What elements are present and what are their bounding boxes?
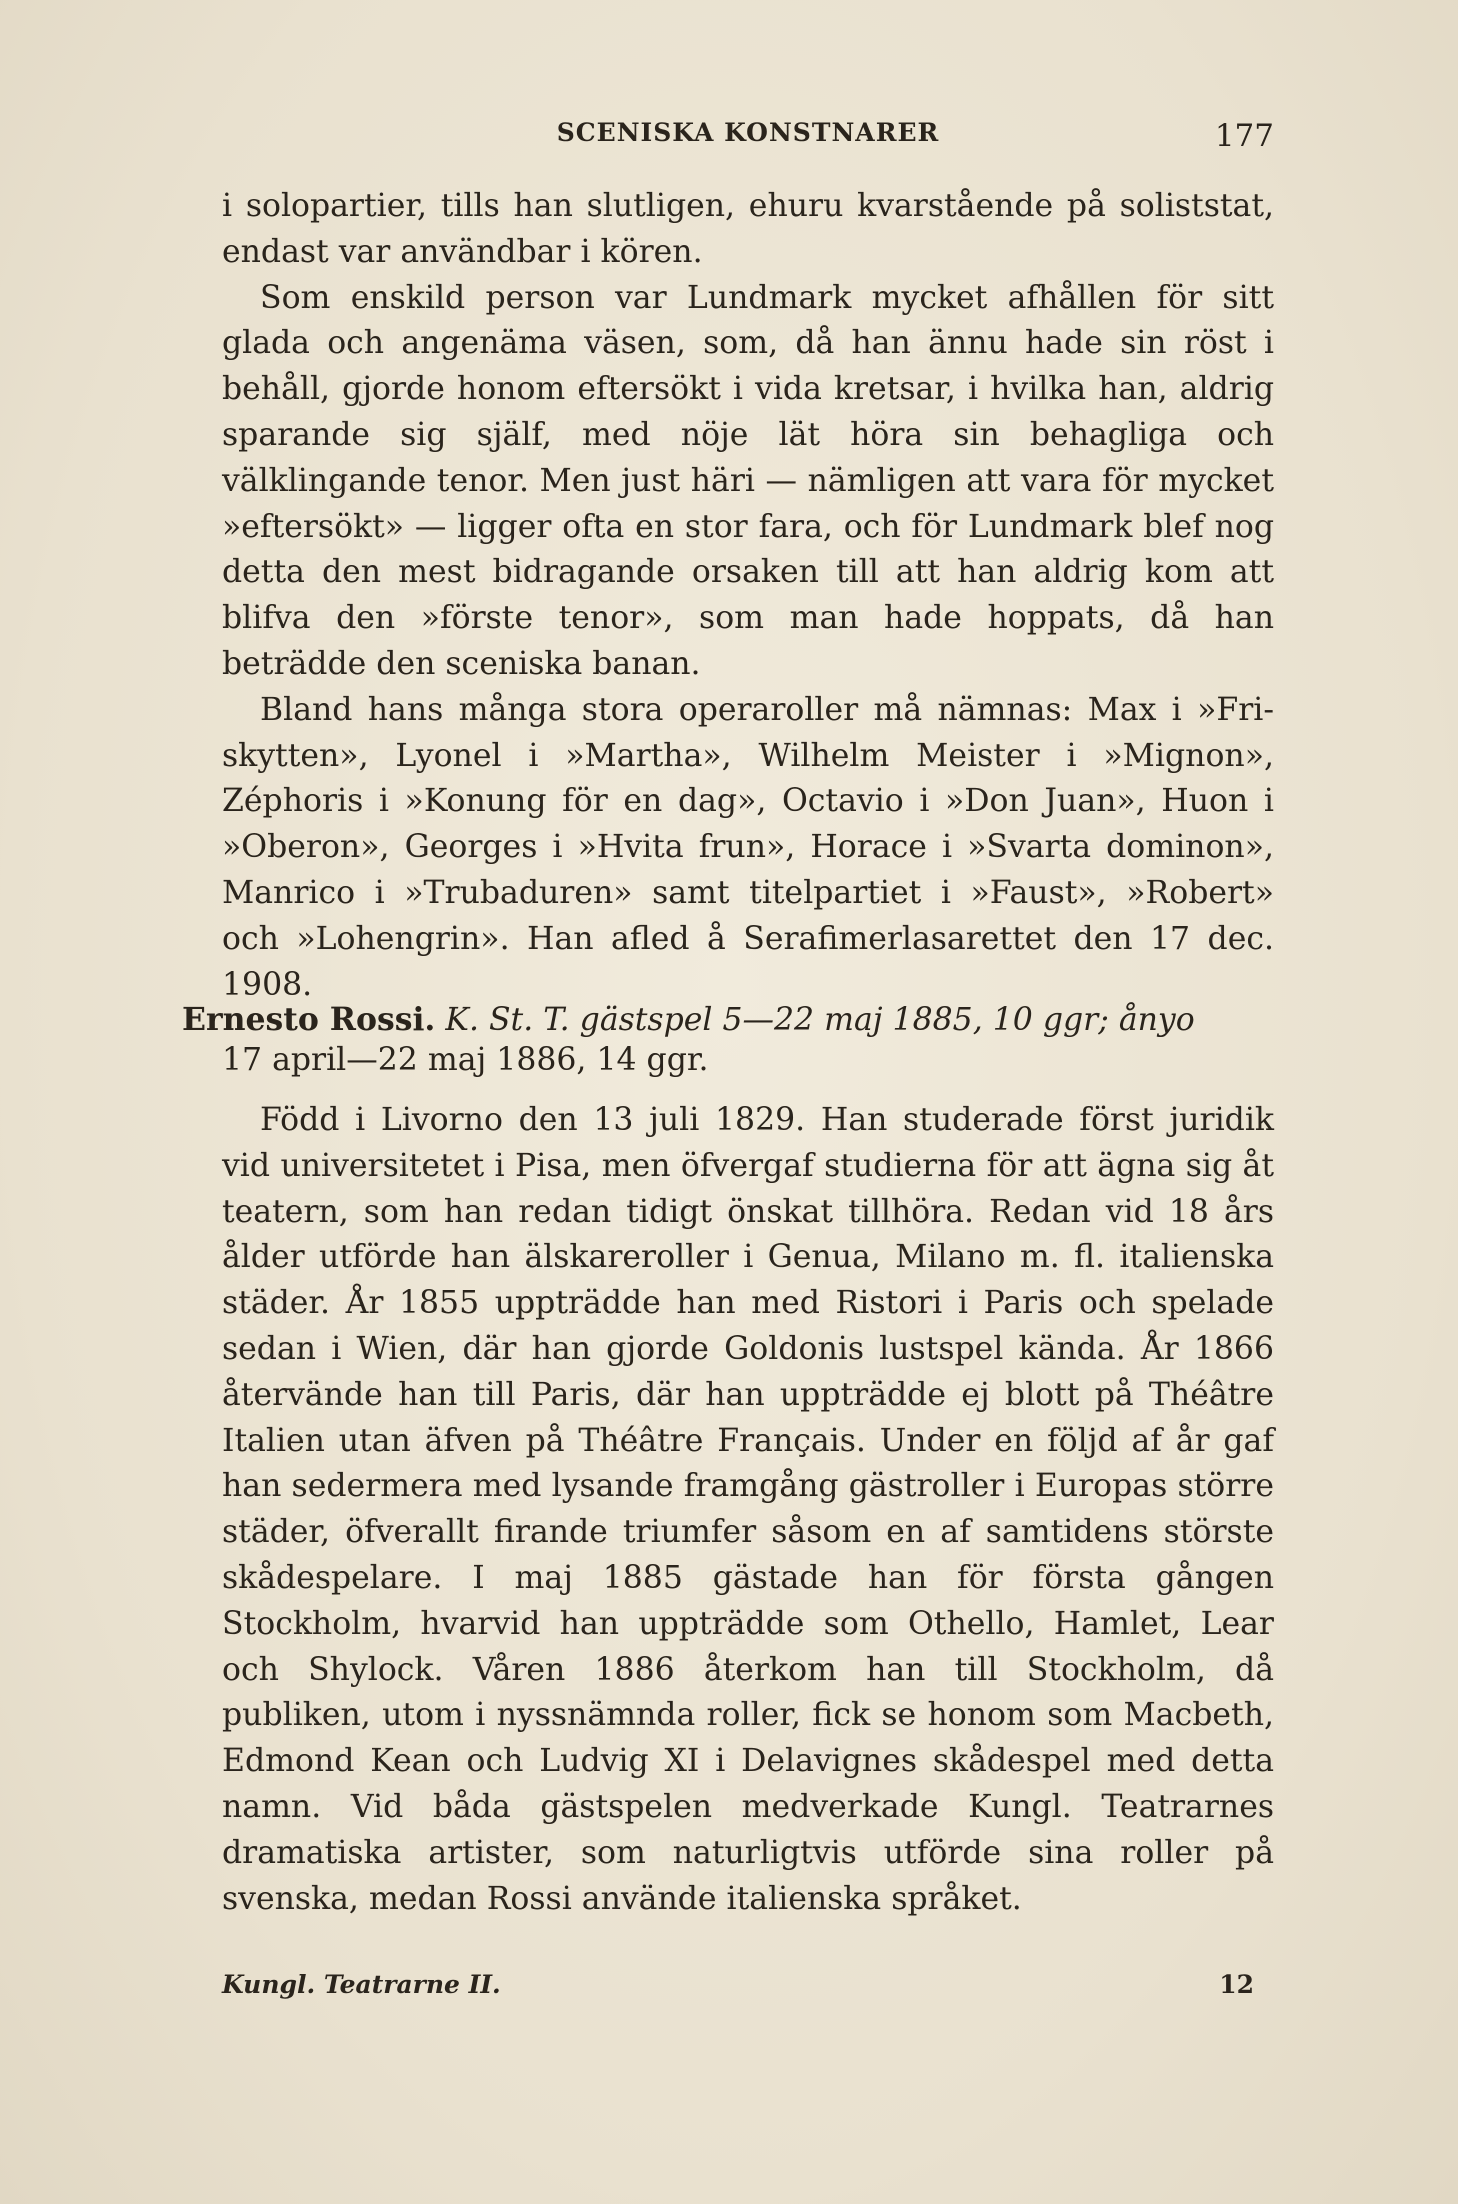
- signature-mark: 12: [1219, 1970, 1254, 1999]
- paragraph: Bland hans många stora operaroller må nämnas: Max i »Friskytten», Lyonel i »Martha», Wilhelm Meister i »Mignon», Zéphoris i »Konung för en dag», Octavio i »Don Juan», Huon i »Oberon», Georges i »Hvita frun», Horace i »Svarta dominon», Manrico i »Trubaduren» samt titelpartiet i »Faust», »Robert» och »Lohengrin». Han afled å Serafimerlasarettet den 17 dec. 1908.: [222, 691, 1274, 1003]
- running-title: SCENISKA KONSTNARER: [556, 118, 940, 147]
- page-number: 177: [1214, 118, 1274, 154]
- page-header: [222, 118, 1274, 158]
- text-block-rossi: [222, 1098, 1274, 1922]
- page-footer: [222, 1970, 1274, 1999]
- entry-heading-line1: [182, 1000, 1274, 1040]
- paragraph: i solopartier, tills han slutligen, ehuru kvarstående på soliststat, endast var användbar i kören.: [222, 188, 1274, 270]
- entry-heading: [182, 1000, 1274, 1080]
- footer-source: Kungl. Teatrarne II.: [222, 1970, 501, 1999]
- paragraph: Som enskild person var Lundmark mycket afhållen för sitt glada och angenäma väsen, som, då han ännu hade sin röst i behåll, gjorde honom eftersökt i vida kretsar, i hvilka han, aldrig sparande sig själf, med nöje lät höra sin behagliga och välklingande tenor. Men just häri — nämligen att vara för mycket »eftersökt» — ligger ofta en stor fara, och för Lundmark blef nog detta den mest bidragande orsaken till att han aldrig kom att blifva den »förste tenor», som man hade hoppats, då han beträdde den sceniska banan.: [222, 279, 1274, 682]
- text-block-lundmark: [222, 184, 1274, 1008]
- entry-name: Ernesto Rossi.: [182, 1001, 436, 1038]
- entry-heading-line2: 17 april—22 maj 1886, 14 ggr.: [222, 1042, 709, 1078]
- paragraph: Född i Livorno den 13 juli 1829. Han studerade först juridik vid universitetet i Pisa, men öfvergaf studierna för att ägna sig åt teatern, som han redan tidigt önskat tillhöra. Redan vid 18 års ålder utförde han älskareroller i Genua, Milano m. fl. italienska städer. År 1855 uppträdde han med Ristori i Paris och spelade sedan i Wien, där han gjorde Goldonis lustspel kända. År 1866 återvände han till Paris, där han uppträdde ej blott på Théâtre Italien utan äfven på Théâtre Français. Under en följd af år gaf han sedermera med lysande framgång gästroller i Europas större städer, öfverallt firande triumfer såsom en af samtidens störste skådespelare. I maj 1885 gästade han för första gången Stockholm, hvarvid han uppträdde som Othello, Hamlet, Lear och Shylock. Våren 1886 återkom han till Stockholm, då publiken, utom i nyssnämnda roller, fick se honom som Macbeth, Edmond Kean och Ludvig XI i Delavignes skådespel med detta namn. Vid båda gästspelen medverkade Kungl. Teatrarnes dramatiska artister, som naturligtvis utförde sina roller på svenska, medan Rossi använde italienska språket.: [222, 1102, 1274, 1917]
- entry-engagement: K. St. T. gästspel 5—22 maj 1885, 10 ggr; ånyo: [445, 1002, 1195, 1038]
